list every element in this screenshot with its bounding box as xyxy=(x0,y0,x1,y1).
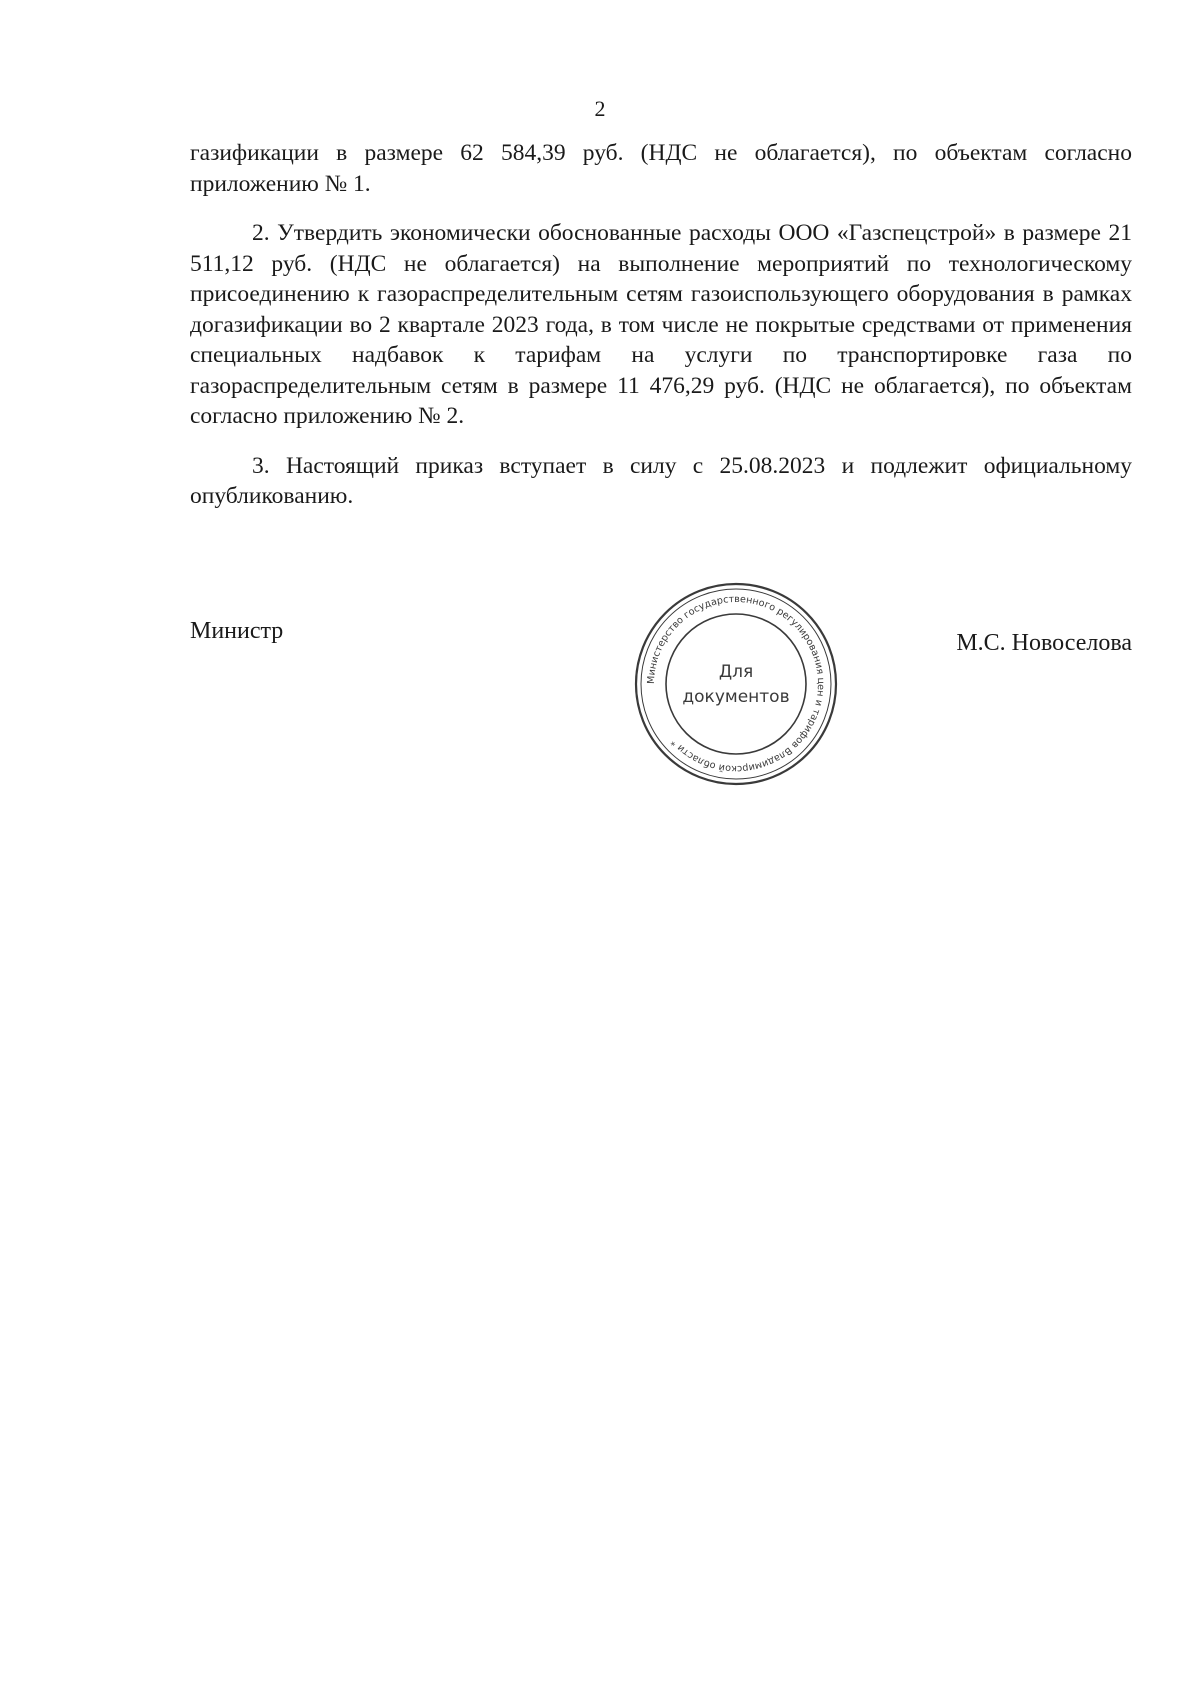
signatory-name: М.С. Новоселова xyxy=(956,630,1132,656)
stamp-inner-ring xyxy=(666,614,806,754)
stamp-inner-line-2: документов xyxy=(682,687,790,707)
stamp-outer-ring-2 xyxy=(641,589,831,779)
paragraph-item-3: 3. Настоящий приказ вступает в силу с 25.08.2023 и подлежит официальному опубликованию. xyxy=(190,452,1132,509)
paragraph-item-2: 2. Утвердить экономически обоснованные расходы ООО «Газспецстрой» в размере 21 511,12 руб. (НДС не облагается) на выполнение мероприятий по технологическому присоединению к газораспределительным сетям газоиспользующего оборудования в рамках догазификации во 2 квартале 2023 года, в том числе не покрытые средствами от применения специальных надбавок к тарифам на услуги по транспортировке газа по газораспределительным сетям в размере 11 476,29 руб. (НДС не облагается), по объектам согласно приложению № 2. xyxy=(190,220,1132,429)
paragraph-continuation: газификации в размере 62 584,39 руб. (НДС не облагается), по объектам согласно приложению № 1. xyxy=(190,140,1132,197)
document-body xyxy=(190,138,1132,531)
signatory-title: Министр xyxy=(190,618,284,644)
stamp-ring-text: Министерство государственного регулирования цен и тарифов Владимирской области * xyxy=(645,593,827,775)
stamp-inner-line-1: Для xyxy=(718,662,754,682)
page-number: 2 xyxy=(594,96,606,121)
official-seal-stamp xyxy=(630,578,842,790)
